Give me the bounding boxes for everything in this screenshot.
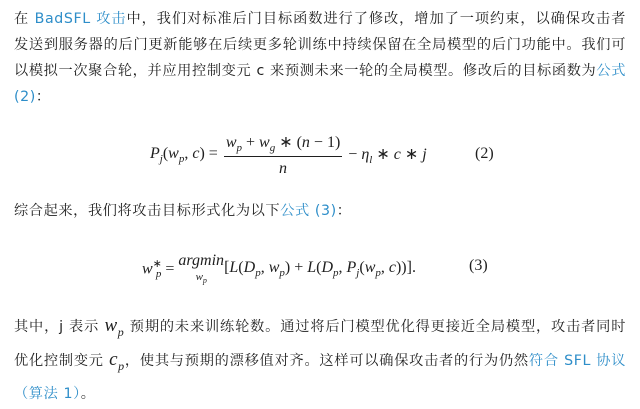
- equation-2-numerator: $w_p + w_g$ ∗ (n − 1): [224, 132, 342, 157]
- symbol-wp: $w_p$: [104, 315, 125, 339]
- text-segment: 在: [14, 11, 35, 27]
- equation-2-denominator: n: [279, 160, 288, 178]
- text-segment: 中，我们对标准后门目标函数进行了修改，增加了一项约束，以确保攻击者发送到服务器的后门更新能够在后续更多轮训练中持续保留在全局模型的后门功能中。我们可以模拟一次聚合轮，并应用控制变元 c 来预测未来一轮的全局模型。修改后的目标函数为: [14, 11, 626, 79]
- equation-3-expression: [$L(D_p$, $w_p) + L(D_p$, $P_j(w_p$, c))].: [224, 258, 416, 279]
- argmin-subscript: $w_p$: [195, 271, 207, 286]
- argmin-operator: argmin $w_p$: [178, 252, 225, 286]
- equation-2-fraction: [224, 132, 342, 178]
- equation-2-tail: − $\eta_l$ ∗ c ∗ j: [348, 146, 427, 167]
- equation-3-number: (3): [469, 257, 488, 274]
- equation-3-link[interactable]: 公式 (3): [280, 203, 337, 219]
- text-segment: 预期的未来训练轮数。通过将后门模型优化得更接近全局模型，攻击者同时优化控制变元: [14, 319, 627, 369]
- equation-2-number: (2): [475, 145, 494, 162]
- text-segment: ，使其与预期的漂移值对齐。这样可以确保攻击者的行为仍然: [124, 352, 529, 369]
- badsfl-attack-link[interactable]: BadSFL 攻击: [34, 11, 127, 27]
- text-segment: 。: [80, 385, 96, 402]
- paragraph-explanation: [14, 312, 626, 408]
- equation-2: [14, 132, 626, 184]
- equation-2-lhs: $P_j(w_p$, c) =: [150, 145, 218, 166]
- sfl-protocol-link[interactable]: 符合 SFL 协议（算法 1）: [14, 352, 626, 402]
- equation-3-lhs: $w^∗_p$ =: [142, 257, 179, 281]
- symbol-cp: $c_p$: [109, 348, 125, 373]
- paragraph-intro: [14, 6, 626, 110]
- equation-2-body: [150, 132, 427, 178]
- text-segment: ：: [35, 89, 51, 105]
- text-segment: 综合起来，我们将攻击目标形式化为以下: [14, 203, 281, 219]
- text-segment: ：: [336, 203, 352, 219]
- text-segment: 其中，j 表示: [14, 319, 105, 335]
- equation-3-body: [142, 252, 416, 285]
- equation-3: [14, 252, 626, 302]
- paragraph-formalize: [14, 198, 626, 224]
- equation-2-link[interactable]: 公式 (2): [14, 63, 626, 105]
